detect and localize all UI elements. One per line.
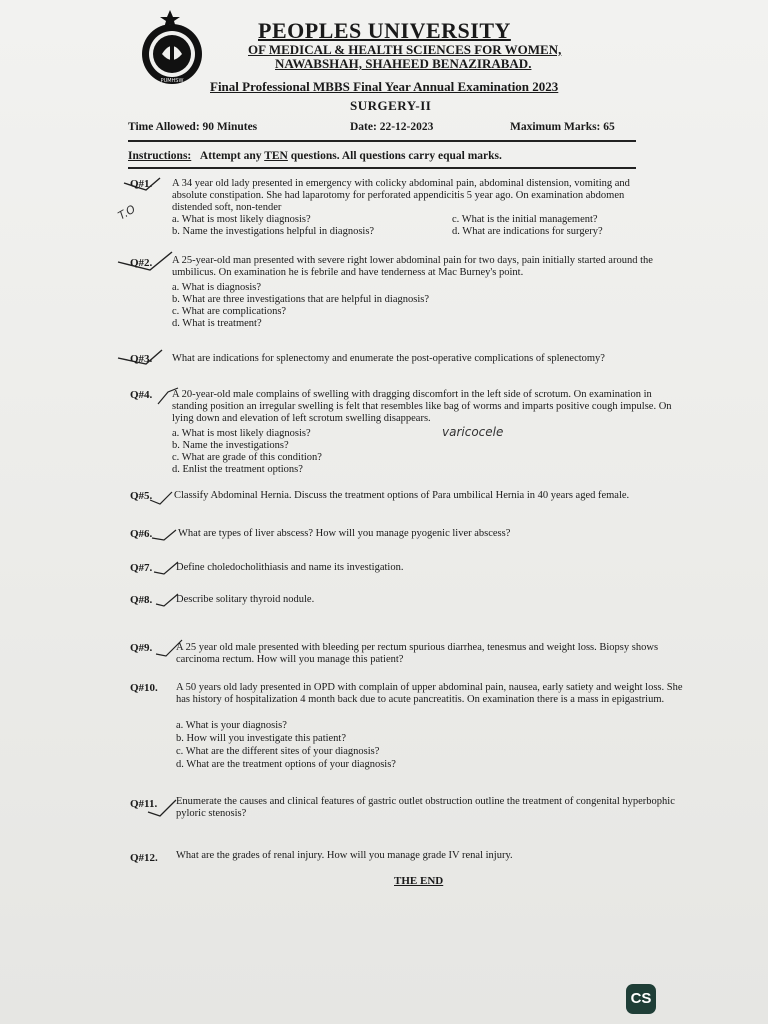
question-text: A 34 year old lady presented in emergency with colicky abdominal pain, abdominal distension, vomiting and absolute constipation. She had laparotomy for perforated appendicitis 5 year ago. On examination abdomen distended soft, non-tender: [172, 178, 630, 213]
question-number: Q#6.: [130, 528, 153, 540]
question-number: Q#7.: [130, 562, 153, 574]
question-text: What are indications for splenectomy and enumerate the post-operative complications of splenectomy?: [172, 353, 605, 364]
question-number: Q#12.: [130, 852, 158, 864]
option: a. What is most likely diagnosis?: [172, 428, 311, 439]
question-text: A 25-year-old man presented with severe right lower abdominal pain for two days, pain initially started around the umbilicus. On examination he is febrile and have tenderness at Mac Burney's point.: [172, 255, 653, 278]
question-text: What are the grades of renal injury. How will you manage grade IV renal injury.: [176, 850, 513, 861]
instructions-ten: TEN: [264, 150, 288, 162]
question-number: Q#4.: [130, 389, 153, 401]
option: b. How will you investigate this patient?: [176, 733, 347, 744]
university-seal-logo: [132, 8, 212, 88]
option: c. What are complications?: [172, 306, 287, 317]
question-number: Q#1.: [130, 178, 153, 190]
instructions: [128, 150, 502, 162]
option: c. What is the initial management?: [452, 214, 598, 225]
question-text: Describe solitary thyroid nodule.: [176, 594, 315, 605]
question-text: A 50 years old lady presented in OPD with complain of upper abdominal pain, nausea, early satiety and weight loss. She has history of hospitalization 4 month back due to acute pancreatitis. On examination there is a mass in epigastrium.: [176, 682, 683, 705]
question-text: Classify Abdominal Hernia. Discuss the treatment options of Para umbilical Hernia in 40 years aged female.: [174, 490, 630, 501]
question-text: Define choledocholithiasis and name its investigation.: [176, 562, 404, 573]
option: d. What is treatment?: [172, 318, 262, 329]
question-text: A 25 year old male presented with bleeding per rectum spurious diarrhea, tenesmus and weight loss. Biopsy shows carcinoma rectum. How will you manage this patient?: [176, 642, 659, 665]
question-number: Q#2.: [130, 257, 153, 269]
option: a. What is your diagnosis?: [176, 720, 287, 731]
option: c. What are grade of this condition?: [172, 452, 322, 463]
university-subtitle: OF MEDICAL & HEALTH SCIENCES FOR WOMEN,: [248, 42, 562, 57]
option: d. Enlist the treatment options?: [172, 464, 303, 475]
svg-text:PUMHSW: PUMHSW: [160, 78, 184, 84]
handwritten-note-varicocele: varicocele: [442, 425, 504, 439]
instructions-text-2: questions. All questions carry equal marks.: [287, 150, 502, 162]
question-number: Q#9.: [130, 642, 153, 654]
divider-instructions: [128, 167, 636, 169]
exam-date: Date: 22-12-2023: [350, 121, 434, 133]
question-number: Q#11.: [130, 798, 158, 810]
camscanner-badge-icon: CS: [626, 984, 656, 1014]
subject-title: SURGERY-II: [350, 98, 432, 113]
university-location: NAWABSHAH, SHAHEED BENAZIRABAD.: [275, 56, 532, 71]
option: b. Name the investigations?: [172, 440, 289, 451]
option: b. What are three investigations that are helpful in diagnosis?: [172, 294, 429, 305]
option: d. What are indications for surgery?: [452, 226, 603, 237]
question-text: A 20-year-old male complains of swelling with dragging discomfort in the left side of scrotum. On examination in standing position an irregular swelling is felt that resembles like bag of worms and imparts positive cough impulse. On lying down and elevation of left scrotum swelling disappears.: [172, 389, 672, 424]
option: c. What are the different sites of your diagnosis?: [176, 746, 380, 757]
option: b. Name the investigations helpful in diagnosis?: [172, 226, 375, 237]
handwritten-note-to: T.O: [115, 202, 138, 223]
university-name: PEOPLES UNIVERSITY: [258, 18, 511, 43]
question-number: Q#3.: [130, 353, 153, 365]
question-number: Q#10.: [130, 682, 158, 694]
instructions-label: Instructions:: [128, 150, 192, 162]
option: a. What is diagnosis?: [172, 282, 262, 293]
question-number: Q#8.: [130, 594, 153, 606]
option: d. What are the treatment options of your diagnosis?: [176, 759, 396, 770]
option: a. What is most likely diagnosis?: [172, 214, 311, 225]
question-number: Q#5.: [130, 490, 153, 502]
instructions-text-1: Attempt any: [199, 150, 265, 162]
exam-title: Final Professional MBBS Final Year Annual Examination 2023: [210, 79, 559, 94]
the-end: THE END: [394, 875, 444, 887]
divider-top: [128, 140, 636, 142]
question-text: Enumerate the causes and clinical features of gastric outlet obstruction outline the treatment of congenital hyperbophic pyloric stenosis?: [176, 796, 675, 819]
question-text: What are types of liver abscess? How will you manage pyogenic liver abscess?: [178, 528, 511, 539]
time-allowed: Time Allowed: 90 Minutes: [128, 121, 258, 133]
maximum-marks: Maximum Marks: 65: [510, 121, 615, 133]
